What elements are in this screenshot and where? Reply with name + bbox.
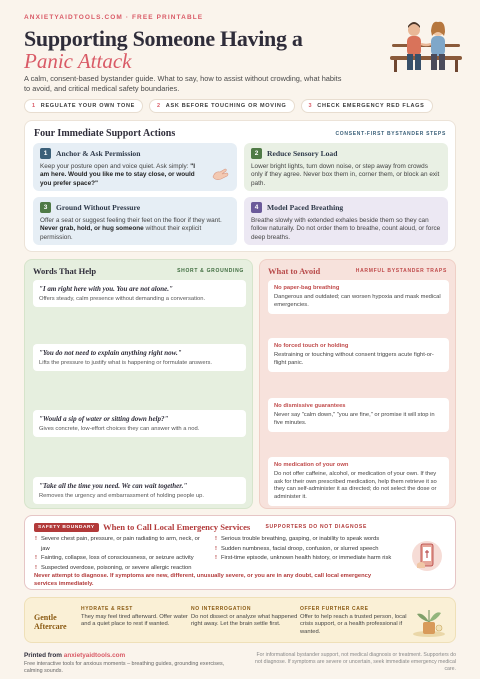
card-title: Anchor & Ask Permission [56, 149, 141, 158]
list-item: ! First-time episode, unknown health history, or immediate harm risk [215, 555, 392, 561]
avoid-card: No paper-bag breathing Dangerous and outdated; can worsen hypoxia and mask medical emergencies. [268, 280, 449, 314]
page-title-accent: Panic Attack [24, 49, 132, 73]
step-pill-regulate-tone: 1 REGULATE YOUR OWN TONE [24, 99, 143, 113]
phrase-card: "Would a sip of water or sitting down help?" Gives concrete, low-effort choices they can answer with a nod. [33, 410, 246, 437]
step-number-badge: 1 [40, 148, 51, 159]
key-steps [24, 99, 433, 113]
emergency-note: Never attempt to diagnose. If symptoms are new, different, unusually severe, or you are in any doubt, call local emergency services immediately. [34, 573, 372, 587]
list-item: ! Sudden numbness, facial droop, confusion, or slurred speech [215, 545, 379, 552]
phrase-card: "Take all the time you need. We can wait together." Removes the urgency and embarrassment of holding people up. [33, 477, 246, 504]
what-to-avoid-section [259, 259, 456, 509]
list-item: ! Suspected overdose, poisoning, or severe allergic reaction [35, 564, 192, 571]
section-tag: CONSENT-FIRST BYSTANDER STEPS [335, 131, 446, 137]
aftercare-no-interrogation: NO INTERROGATION Do not dissect or analyze what happened right away. Let the brain settle first. [191, 606, 298, 628]
emergency-section [24, 515, 456, 590]
avoid-card: No medication of your own Do not offer caffeine, alcohol, or medication of your own. If they ask for their own prescribed medication, help them retrieve it so they can self-administer it as directed; do not select the dose or administer it. [268, 457, 449, 506]
safety-boundary-badge: SAFETY BOUNDARY [34, 523, 99, 532]
brand-header: ANXIETYAIDTOOLS.COM · FREE PRINTABLE [24, 14, 204, 21]
action-card-breathing: 4 Model Paced Breathing Breathe slowly with extended exhales beside them so they can follow naturally. Do not order them to breathe, count aloud, or force deep breaths. [244, 197, 448, 245]
aftercare-hydrate: HYDRATE & REST They may feel tired afterward. Offer water and a quiet place to rest if wanted. [81, 606, 188, 628]
section-tag: SHORT & GROUNDING [177, 268, 244, 274]
step-number-badge: 4 [251, 202, 262, 213]
action-card-anchor: 1 Anchor & Ask Permission Keep your posture open and voice quiet. Ask simply: "I am here. Would you like me to stay close, or would you prefer space?" [33, 143, 237, 191]
list-item: ! Severe chest pain, pressure, or pain radiating to arm, neck, or jaw [35, 536, 200, 552]
section-title: When to Call Local Emergency Services [103, 522, 251, 532]
section-title: Gentle Aftercare [34, 613, 67, 631]
step-number-badge: 3 [40, 202, 51, 213]
aftercare-section [24, 597, 456, 643]
section-title: What to Avoid [268, 266, 321, 276]
footer-subtext: Free interactive tools for anxious moments – breathing guides, grounding exercises, calming sounds. [24, 661, 225, 674]
card-title: Reduce Sensory Load [267, 149, 338, 158]
support-actions-section [24, 120, 456, 252]
avoid-card: No forced touch or holding Restraining or touching without consent triggers acute fight-or-flight panic. [268, 338, 449, 372]
intro-text: A calm, consent-based bystander guide. What to say, how to assist without crowding, what habits to avoid, and critical medical safety boundaries. [24, 74, 342, 93]
section-tag: SUPPORTERS DO NOT DIAGNOSE [265, 524, 367, 530]
step-pill-ask-before-touching: 2 ASK BEFORE TOUCHING OR MOVING [149, 99, 295, 113]
section-title: Four Immediate Support Actions [34, 128, 176, 139]
card-title: Ground Without Pressure [56, 203, 141, 212]
card-title: Model Paced Breathing [267, 203, 344, 212]
site-link[interactable]: anxietyaidtools.com [63, 652, 126, 659]
red-flag-list-left [35, 535, 210, 573]
printed-from: Printed from anxietyaidtools.com [24, 652, 126, 659]
aftercare-further-care: OFFER FURTHER CARE Offer to help reach a trusted person, local crisis support, or a health professional if wanted. [300, 606, 407, 635]
page-title: Supporting Someone Having a [24, 26, 303, 51]
action-card-ground: 3 Ground Without Pressure Offer a seat or suggest feeling their feet on the floor if they want. Never grab, hold, or hug someone without their explicit permission. [33, 197, 237, 245]
red-flag-list-right [215, 535, 395, 564]
section-title: Words That Help [33, 266, 97, 276]
plant-icon [411, 604, 447, 638]
phrase-card: "I am right here with you. You are not alone." Offers steady, calm presence without demanding a conversation. [33, 280, 246, 307]
step-pill-red-flags: 3 CHECK EMERGENCY RED FLAGS [301, 99, 433, 113]
words-that-help-section [24, 259, 253, 509]
hand-icon [209, 163, 231, 185]
bench-illustration [388, 14, 464, 76]
list-item: ! Serious trouble breathing, gasping, or inability to speak words [215, 536, 380, 542]
avoid-card: No dismissive guarantees Never say "calm down," "you are fine," or promise it will stop in five minutes. [268, 398, 449, 432]
list-item: ! Fainting, collapse, loss of consciousness, or seizure activity [35, 555, 194, 561]
phrase-card: "You do not need to explain anything right now." Lifts the pressure to justify what is happening or formulate answers. [33, 344, 246, 371]
disclaimer: For informational bystander support, not medical diagnosis or treatment. Supporters do not diagnose. If symptoms are severe or uncertain, seek immediate emergency medical care. [255, 652, 456, 672]
action-card-sensory: 2 Reduce Sensory Load Lower bright lights, turn down noise, or step away from crowds only if they agree. Never box them in, corner them, or block an exit path. [244, 143, 448, 191]
step-number-badge: 2 [251, 148, 262, 159]
section-tag: HARMFUL BYSTANDER TRAPS [355, 268, 447, 274]
phone-icon [411, 538, 443, 574]
